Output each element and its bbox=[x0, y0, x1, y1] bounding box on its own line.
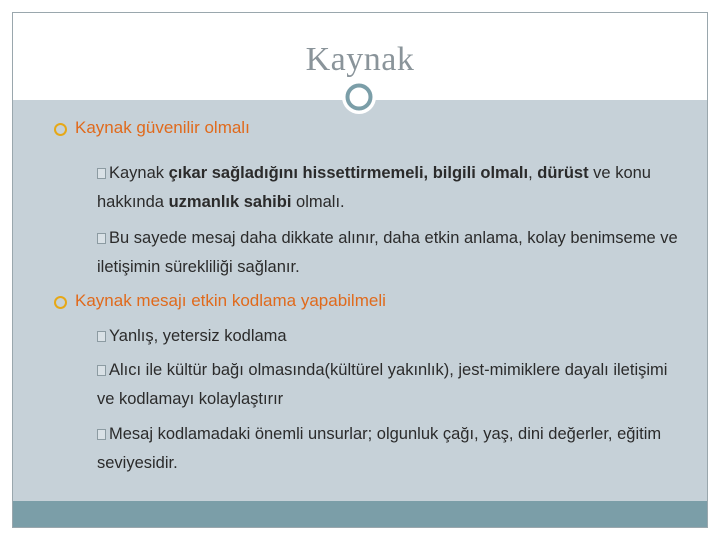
item-text-part: olmalı. bbox=[291, 193, 345, 211]
checkbox-bullet-icon bbox=[97, 168, 106, 179]
checkbox-bullet-icon bbox=[97, 233, 106, 244]
item-text-part: Kaynak bbox=[109, 164, 169, 182]
item-text-bold: çıkar sağladığını hissettirmemeli, bilgili olmalı bbox=[168, 164, 529, 182]
bullet-list bbox=[13, 13, 707, 527]
item-text-part: ve konu hakkında bbox=[97, 164, 651, 211]
checkbox-bullet-icon bbox=[97, 429, 106, 440]
checkbox-bullet-icon bbox=[97, 365, 106, 376]
item-text: Bu sayede mesaj daha dikkate alınır, daha etkin anlama, kolay benimseme ve iletişimin sürekliliği sağlanır. bbox=[97, 229, 678, 276]
item-text: Mesaj kodlamadaki önemli unsurlar; olgunluk çağı, yaş, dini değerler, eğitim seviyesidir. bbox=[97, 425, 662, 472]
item-text-part: , bbox=[528, 164, 538, 182]
list-item bbox=[97, 420, 687, 478]
ring-bullet-icon bbox=[54, 296, 67, 309]
slide-title: Kaynak bbox=[305, 41, 415, 78]
list-item bbox=[97, 159, 687, 217]
checkbox-bullet-icon bbox=[97, 331, 106, 342]
section-heading: Kaynak güvenilir olmalı bbox=[75, 118, 250, 137]
item-text: Yanlış, yetersiz kodlama bbox=[109, 327, 287, 345]
ring-bullet-icon bbox=[54, 123, 67, 136]
item-text: Alıcı ile kültür bağı olmasında(kültürel yakınlık), jest-mimiklere dayalı iletişimi ve kodlamayı kolaylaştırır bbox=[97, 361, 668, 408]
footer-bar bbox=[13, 501, 707, 527]
list-item bbox=[97, 356, 687, 414]
slide-frame bbox=[12, 12, 708, 528]
section-heading: Kaynak mesajı etkin kodlama yapabilmeli bbox=[75, 291, 386, 310]
item-text-bold: uzmanlık sahibi bbox=[168, 193, 292, 211]
list-item bbox=[97, 322, 687, 351]
item-text-bold: dürüst bbox=[537, 164, 589, 182]
list-item bbox=[97, 224, 687, 282]
